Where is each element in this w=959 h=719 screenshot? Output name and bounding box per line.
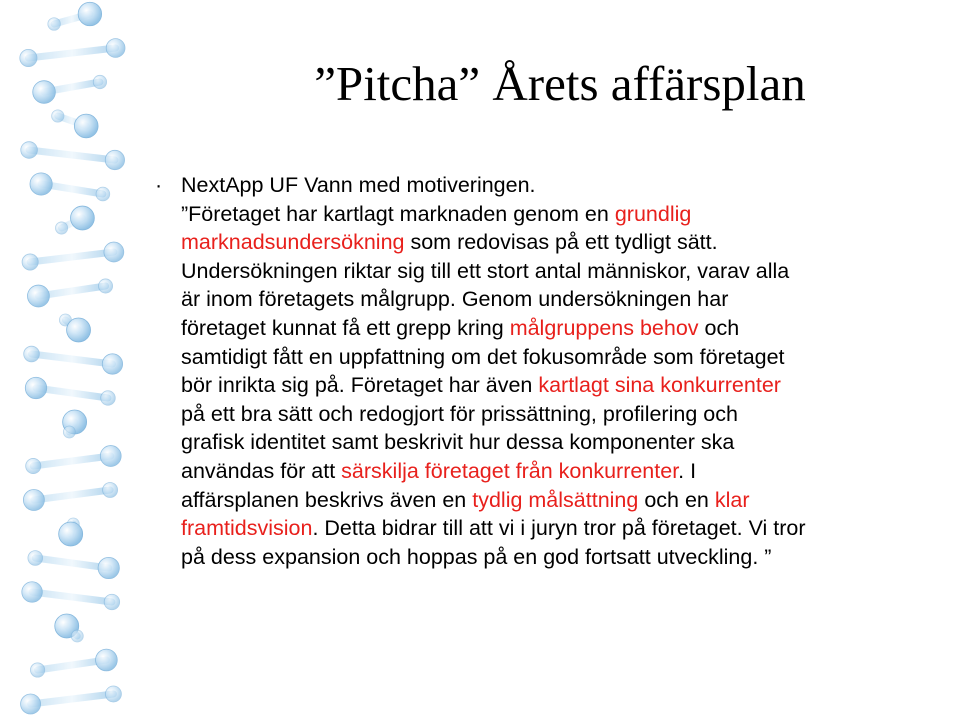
- highlighted-text: tydlig målsättning: [472, 487, 639, 512]
- dna-node: [33, 81, 56, 104]
- text-segment: . Detta bidrar till att vi i juryn tror på företaget. Vi tror: [312, 516, 806, 541]
- dna-node: [101, 391, 116, 406]
- text-segment: ”Företaget har kartlagt marknaden genom en: [181, 201, 615, 226]
- paragraph-line: [181, 543, 915, 572]
- dna-rung: [34, 490, 110, 500]
- paragraph-line: [181, 314, 915, 343]
- dna-node: [26, 458, 41, 473]
- paragraph-line: [181, 200, 915, 229]
- dna-node: [105, 150, 124, 169]
- body-paragraph: [181, 171, 915, 571]
- dna-node: [24, 346, 40, 362]
- dna-node: [22, 582, 43, 603]
- dna-node: [74, 114, 98, 138]
- dna-node: [20, 49, 37, 66]
- bullet-marker: ·: [155, 173, 163, 197]
- dna-node: [63, 426, 75, 438]
- paragraph-line: [181, 171, 915, 200]
- dna-node: [100, 446, 121, 467]
- dna-node: [96, 187, 110, 201]
- highlighted-text: grundlig: [614, 201, 692, 226]
- dna-rung: [30, 252, 114, 262]
- dna-node: [104, 594, 119, 609]
- dna-node: [71, 206, 95, 230]
- dna-node: [102, 354, 122, 374]
- dna-rung: [33, 456, 110, 466]
- text-segment: på ett bra sätt och redogjort för prissättning, profilering och: [181, 401, 738, 426]
- text-segment: företaget kunnat få ett grepp kring: [181, 315, 510, 340]
- highlighted-text: marknadsundersökning: [181, 230, 405, 255]
- slide-title: ”Pitcha” Årets affärsplan: [314, 56, 806, 111]
- text-segment: och: [698, 315, 740, 340]
- dna-rung: [35, 558, 108, 568]
- dna-node: [21, 142, 38, 159]
- paragraph-line: [181, 457, 915, 486]
- highlighted-text: klar: [714, 487, 750, 512]
- dna-node: [67, 318, 91, 342]
- paragraph-line: [181, 514, 915, 543]
- dna-node: [23, 490, 44, 511]
- paragraph-line: [181, 400, 915, 429]
- paragraph-line: [181, 228, 915, 257]
- text-segment: på dess expansion och hoppas på en god fortsatt utveckling. ”: [181, 544, 772, 569]
- dna-rung: [28, 48, 115, 58]
- dna-node: [48, 18, 61, 31]
- dna-node: [22, 254, 38, 270]
- text-segment: som redovisas på ett tydligt sätt.: [404, 230, 718, 255]
- dna-node: [103, 483, 118, 498]
- highlighted-text: särskilja företaget från konkurrenter: [341, 458, 679, 483]
- text-segment: bör inrikta sig på. Företaget har även: [181, 373, 539, 398]
- text-segment: . I: [678, 458, 697, 483]
- text-segment: grafisk identitet samt beskrivit hur dessa komponenter ska: [181, 430, 735, 455]
- paragraph-line: [181, 371, 915, 400]
- dna-node: [25, 377, 46, 398]
- paragraph-line: [181, 257, 915, 286]
- dna-node: [21, 694, 41, 714]
- highlighted-text: kartlagt sina konkurrenter: [538, 373, 781, 398]
- dna-node: [78, 2, 101, 25]
- dna-node: [28, 551, 43, 566]
- dna-node: [71, 630, 83, 642]
- dna-node: [104, 242, 124, 262]
- paragraph-line: [181, 343, 915, 372]
- dna-node: [93, 75, 106, 88]
- dna-node: [106, 39, 125, 58]
- bullet-list: [155, 171, 915, 571]
- text-segment: och en: [638, 487, 715, 512]
- highlighted-text: framtidsvision: [181, 516, 313, 541]
- paragraph-line: [181, 428, 915, 457]
- text-segment: är inom företagets målgrupp. Genom undersökningen har: [181, 287, 729, 312]
- text-segment: Undersökningen riktar sig till ett stort antal människor, varav alla: [181, 258, 790, 283]
- dna-node: [52, 110, 64, 122]
- dna-rung: [29, 150, 115, 160]
- paragraph-line: [181, 285, 915, 314]
- dna-node: [30, 663, 44, 677]
- dna-helix-icon: [0, 0, 150, 719]
- dna-node: [55, 222, 67, 234]
- highlighted-text: målgruppens behov: [509, 315, 699, 340]
- dna-node: [96, 649, 118, 671]
- dna-node: [59, 522, 83, 546]
- dna-rung: [31, 694, 114, 704]
- dna-node: [27, 285, 49, 307]
- text-segment: NextApp UF Vann med motiveringen.: [181, 173, 536, 197]
- text-segment: samtidigt fått en uppfattning om det fokusområde som företaget: [181, 344, 785, 369]
- dna-rung: [32, 592, 112, 602]
- dna-node: [99, 279, 113, 293]
- bullet-item: [155, 171, 915, 571]
- dna-node: [98, 557, 119, 578]
- text-segment: användas för att: [181, 458, 342, 483]
- text-segment: affärsplanen beskrivs även en: [181, 487, 473, 512]
- dna-node: [105, 686, 121, 702]
- dna-rung: [32, 354, 113, 364]
- dna-node: [30, 173, 52, 195]
- paragraph-line: [181, 486, 915, 515]
